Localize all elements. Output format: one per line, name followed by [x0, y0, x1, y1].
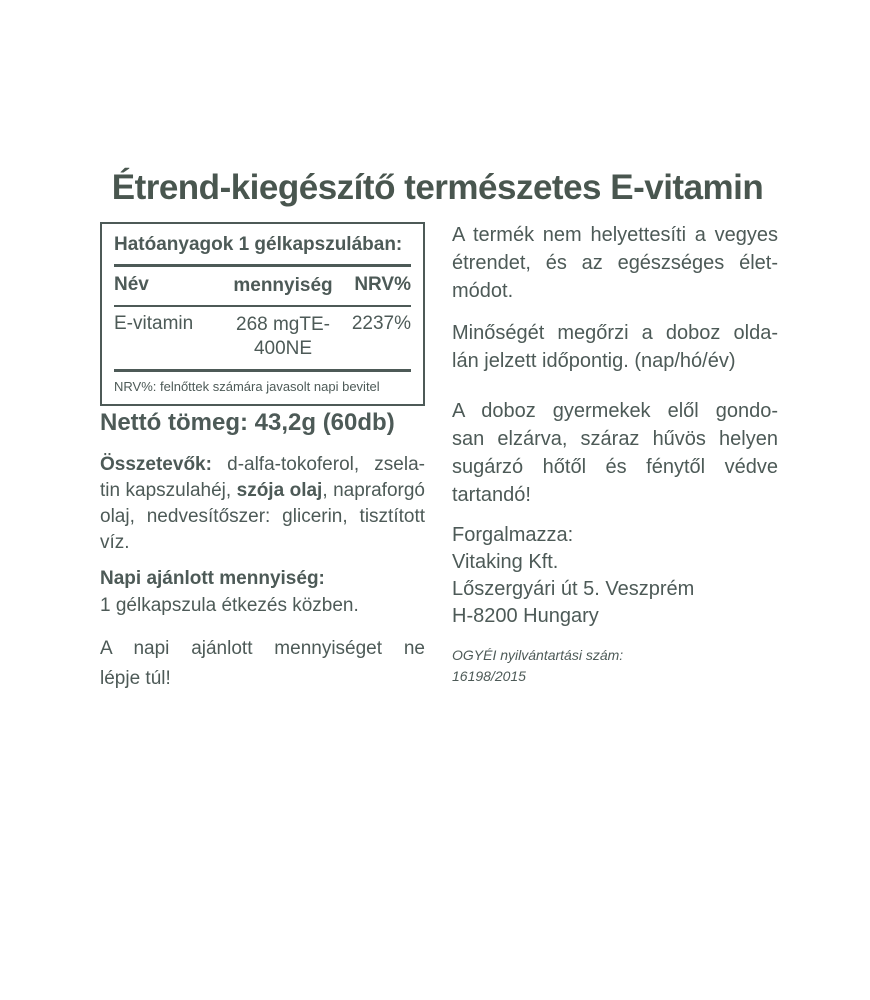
- cell-amount: [223, 313, 343, 361]
- text-line: OGYÉI nyilvántartási szám:: [452, 647, 624, 663]
- table-row: [114, 307, 411, 369]
- text-line: san elzárva, száraz hűvös helyen: [452, 428, 778, 450]
- text-line: sugárzó hőtől és fénytől védve: [452, 456, 778, 478]
- net-weight: Nettó tömeg: 43,2g (60db): [100, 409, 395, 436]
- diet-disclaimer-paragraph: [452, 221, 778, 305]
- facts-column-headers: [114, 267, 411, 305]
- distributor-address-block: [452, 522, 778, 630]
- text-line: 16198/2015: [452, 668, 526, 684]
- cell-nutrient-name: E-vitamin: [114, 313, 194, 334]
- text-line: olaj, nedvesítőszer: glicerin, tisztított: [100, 506, 425, 527]
- text-line: tartandó!: [452, 484, 531, 506]
- ingredients-paragraph: [100, 452, 425, 556]
- column-header-name: Név: [114, 274, 149, 295]
- best-before-paragraph: [452, 319, 778, 375]
- text-line: H-8200 Hungary: [452, 605, 599, 627]
- text-line: tin kapszulahéj, szója olaj, napraforgó: [100, 480, 425, 501]
- text-line: A doboz gyermekek elől gondo-: [452, 400, 778, 422]
- daily-dose-heading: Napi ajánlott mennyiség:: [100, 568, 325, 589]
- facts-box-title: Hatóanyagok 1 gélkapszulában:: [114, 234, 403, 255]
- registration-number-block: [452, 645, 778, 687]
- text-line: Vitaking Kft.: [452, 551, 559, 573]
- nrv-footnote: NRV%: felnőttek számára javasolt napi bevitel: [114, 379, 380, 394]
- cell-amount-line1: 268 mgTE-: [236, 314, 330, 335]
- text-line: étrendet, és az egészséges élet-: [452, 252, 778, 274]
- daily-dose-text: 1 gélkapszula étkezés közben.: [100, 595, 359, 616]
- supplement-facts-box: [100, 222, 425, 406]
- text-line: Minőségét megőrzi a doboz olda-: [452, 322, 778, 344]
- overdose-warning-paragraph: [100, 634, 425, 694]
- text-line: Összetevők: d-alfa-tokoferol, zsela-: [100, 454, 425, 475]
- text-line: A termék nem helyettesíti a vegyes: [452, 224, 778, 246]
- text-line: lán jelzett időpontig. (nap/hó/év): [452, 350, 736, 372]
- text-line: A napi ajánlott mennyiséget ne: [100, 638, 425, 659]
- text-line: Lőszergyári út 5. Veszprém: [452, 578, 695, 600]
- column-header-amount: mennyiség: [233, 275, 333, 296]
- text-line: lépje túl!: [100, 668, 171, 689]
- cell-amount-line2: 400NE: [253, 338, 313, 359]
- cell-nrv: 2237%: [351, 313, 411, 334]
- column-header-nrv: NRV%: [354, 274, 411, 295]
- text-line: víz.: [100, 532, 130, 553]
- storage-instructions-paragraph: [452, 397, 778, 509]
- text-line: Forgalmazza:: [452, 524, 574, 546]
- page-title: Étrend-kiegészítő természetes E-vitamin: [111, 168, 764, 207]
- text-line: módot.: [452, 280, 514, 302]
